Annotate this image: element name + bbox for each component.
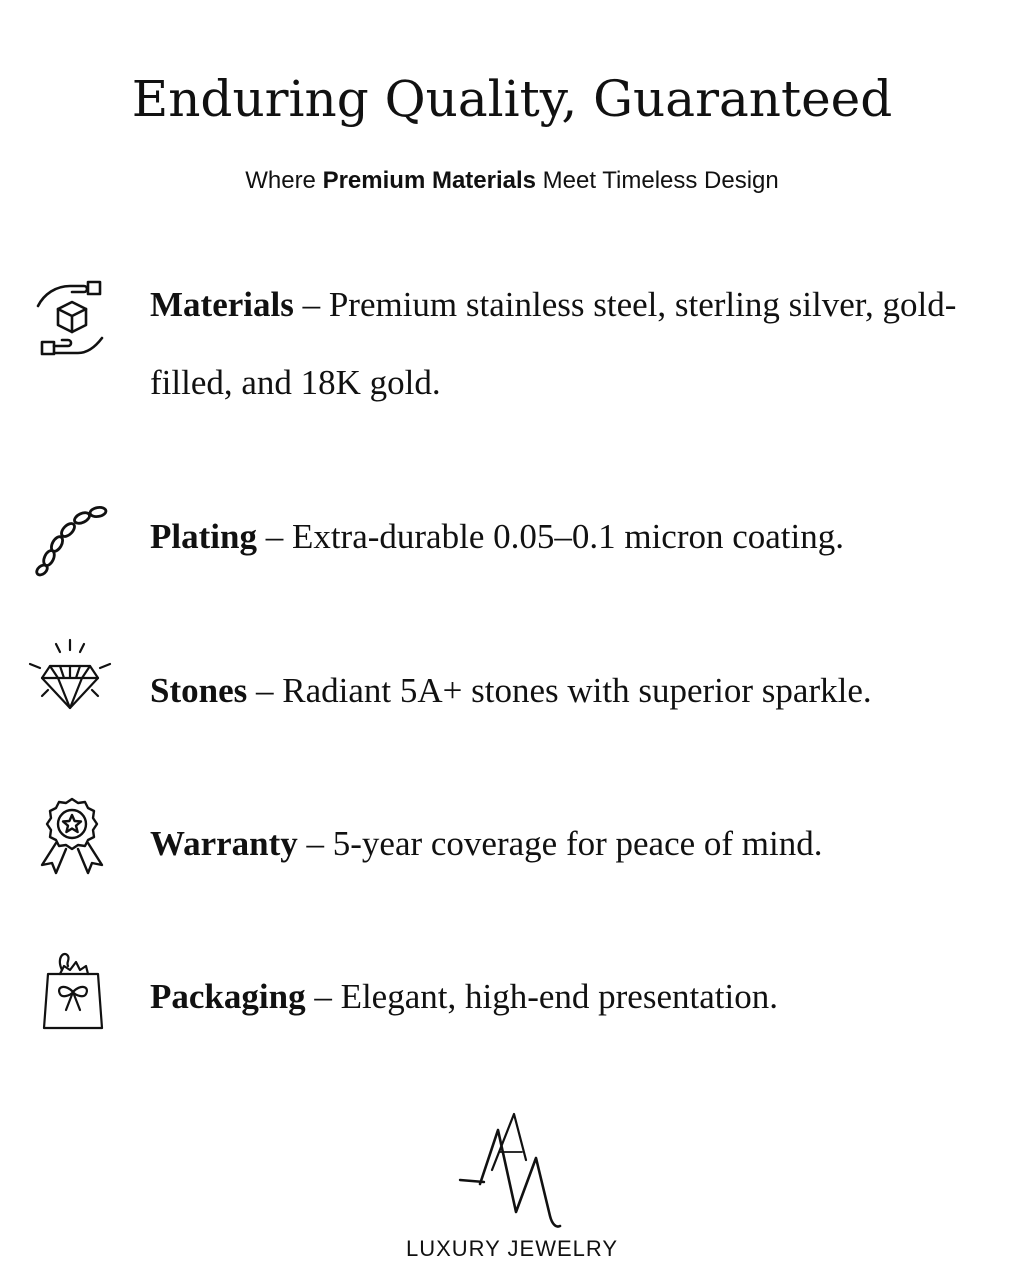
feature-description: – Premium stainless steel, sterling silver, gold-filled, and 18K gold. [150,285,957,402]
feature-description: – Radiant 5A+ stones with superior sparkle. [247,671,872,710]
feature-description: – 5-year coverage for peace of mind. [297,824,823,863]
feature-description: – Extra-durable 0.05–0.1 micron coating. [256,517,845,556]
feature-label: Materials [150,285,294,324]
gift-bag-icon [26,940,116,1030]
feature-label: Plating [150,517,257,556]
brand-name: LUXURY JEWELRY [405,1236,619,1261]
feature-label: Packaging [150,977,306,1016]
feature-text [150,958,970,1036]
diamond-icon [26,636,116,726]
subtitle-tail: Meet Timeless Design [536,167,779,194]
brand-logo [432,1108,592,1233]
feature-label: Stones [150,671,248,710]
award-ribbon-icon [26,793,116,883]
feature-text [150,652,970,730]
subtitle-lead: Where [245,167,323,194]
page-title: Enduring Quality, Guaranteed [131,70,893,128]
subtitle-emphasis: Premium Materials [322,167,536,194]
chain-icon [26,498,116,588]
feature-text [150,498,970,576]
page-subtitle [0,167,1024,195]
feature-text [150,805,970,883]
feature-label: Warranty [150,824,298,863]
hands-box-icon [26,276,116,366]
feature-description: – Elegant, high-end presentation. [305,977,778,1016]
feature-text [150,266,970,422]
